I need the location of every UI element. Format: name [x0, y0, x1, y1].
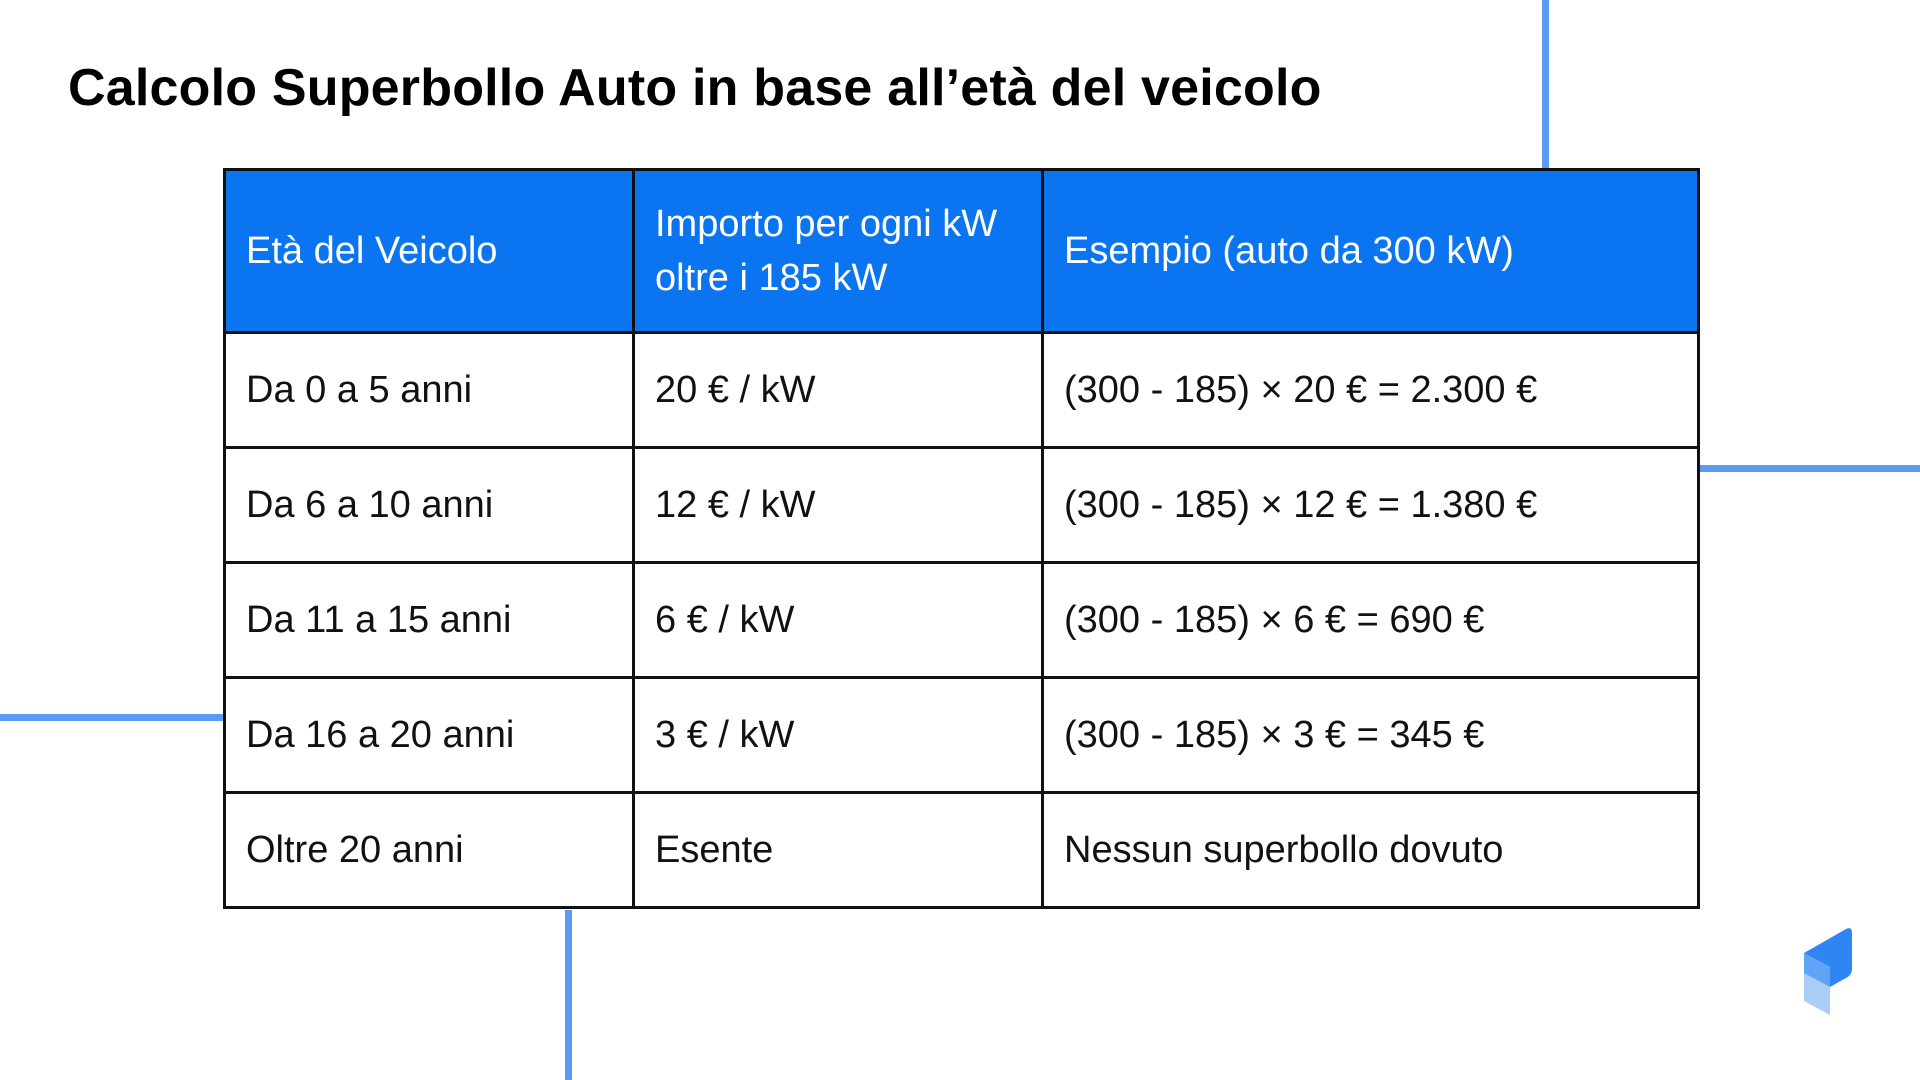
brand-logo-icon: [1800, 925, 1856, 1015]
header-vehicle-age: Età del Veicolo: [225, 170, 634, 333]
table-row: [225, 448, 1699, 563]
decorative-line-right: [1695, 465, 1920, 472]
cell-amount-per-kw: 12 € / kW: [634, 448, 1043, 563]
cell-vehicle-age: Da 0 a 5 anni: [225, 333, 634, 448]
table-header-row: [225, 170, 1699, 333]
cell-example: (300 - 185) × 20 € = 2.300 €: [1043, 333, 1699, 448]
cell-example: (300 - 185) × 6 € = 690 €: [1043, 563, 1699, 678]
table-row: [225, 678, 1699, 793]
header-example: Esempio (auto da 300 kW): [1043, 170, 1699, 333]
cell-example: Nessun superbollo dovuto: [1043, 793, 1699, 908]
table-row: [225, 793, 1699, 908]
cell-amount-per-kw: 20 € / kW: [634, 333, 1043, 448]
decorative-line-top: [1542, 0, 1549, 170]
decorative-line-bottom: [565, 910, 572, 1080]
cell-example: (300 - 185) × 3 € = 345 €: [1043, 678, 1699, 793]
cell-example: (300 - 185) × 12 € = 1.380 €: [1043, 448, 1699, 563]
superbollo-table: [223, 168, 1700, 909]
table-row: [225, 563, 1699, 678]
table-row: [225, 333, 1699, 448]
cell-amount-per-kw: 3 € / kW: [634, 678, 1043, 793]
brand-logo-icon-graphic: [1800, 925, 1856, 1015]
cell-amount-per-kw: Esente: [634, 793, 1043, 908]
page-title: Calcolo Superbollo Auto in base all’età del veicolo: [68, 59, 1322, 117]
cell-vehicle-age: Da 6 a 10 anni: [225, 448, 634, 563]
cell-vehicle-age: Da 16 a 20 anni: [225, 678, 634, 793]
cell-amount-per-kw: 6 € / kW: [634, 563, 1043, 678]
cell-vehicle-age: Oltre 20 anni: [225, 793, 634, 908]
decorative-line-left: [0, 714, 226, 721]
header-amount-per-kw: Importo per ogni kW oltre i 185 kW: [634, 170, 1043, 333]
cell-vehicle-age: Da 11 a 15 anni: [225, 563, 634, 678]
